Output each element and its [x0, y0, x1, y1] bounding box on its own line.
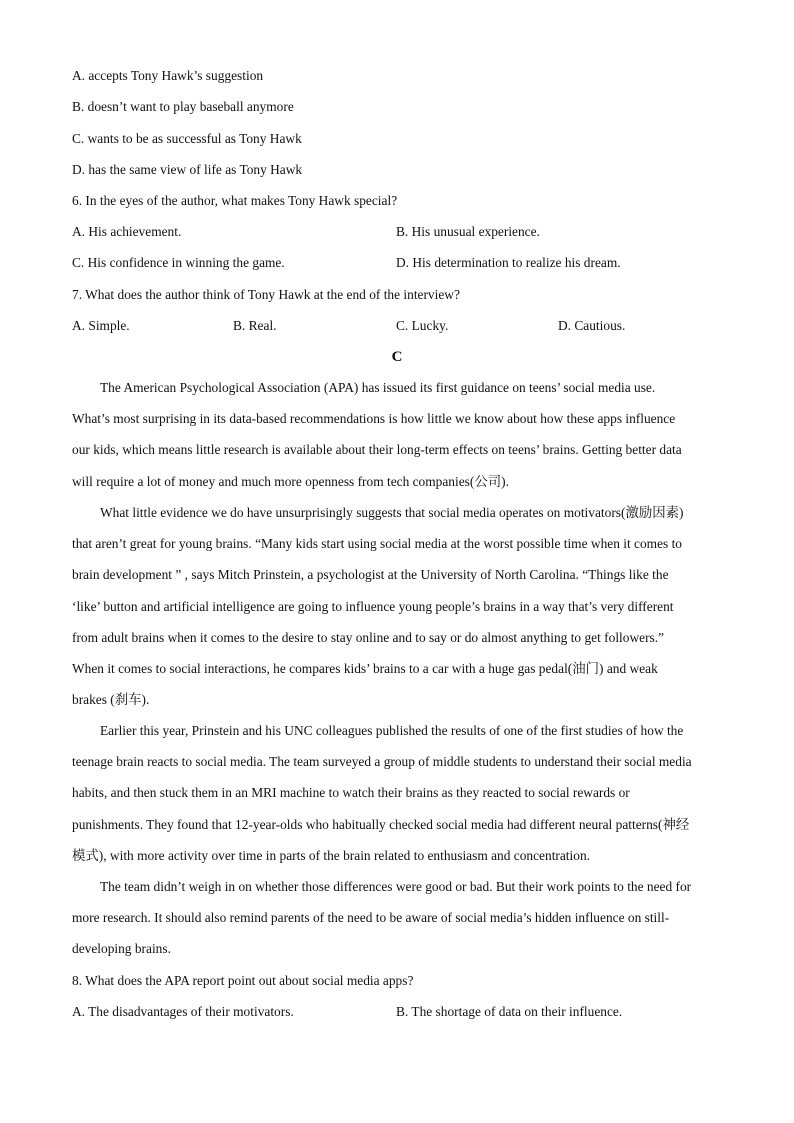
passage-line: brakes (刹车).	[72, 692, 150, 708]
q7-option-a: A. Simple.	[72, 318, 130, 333]
q5-option-d: D. has the same view of life as Tony Hawk	[72, 162, 303, 177]
q7-question: 7. What does the author think of Tony Hawk at the end of the interview?	[72, 287, 460, 302]
q8-option-a: A. The disadvantages of their motivators.	[72, 1004, 294, 1019]
passage-line: from adult brains when it comes to the desire to stay online and to say or do almost anything to get followers.”	[72, 629, 665, 645]
q6-option-a: A. His achievement.	[72, 224, 182, 239]
q6-option-c: C. His confidence in winning the game.	[72, 255, 285, 270]
passage-line: Earlier this year, Prinstein and his UNC colleagues published the results of one of the first studies of how the	[100, 723, 684, 738]
passage-line: habits, and then stuck them in an MRI machine to watch their brains as they reacted to social rewards or	[72, 785, 630, 801]
passage-line: more research. It should also remind parents of the need to be aware of social media’s hidden influence on still-	[72, 910, 670, 926]
q6-option-d: D. His determination to realize his dream.	[396, 255, 621, 270]
q5-option-c: C. wants to be as successful as Tony Hawk	[72, 131, 302, 146]
passage-line: brain development ” , says Mitch Prinstein, a psychologist at the University of North Carolina. “Things like the	[72, 567, 669, 583]
passage-line: When it comes to social interactions, he compares kids’ brains to a car with a huge gas pedal(油门) and weak	[72, 660, 658, 676]
q6-option-b: B. His unusual experience.	[396, 224, 540, 239]
passage-line: ‘like’ button and artificial intelligence are going to influence young people’s brains in a way that’s very different	[72, 598, 674, 614]
q8-option-b: B. The shortage of data on their influence.	[396, 1004, 623, 1019]
section-heading: C	[391, 349, 403, 365]
passage-line: 模式), with more activity over time in parts of the brain related to enthusiasm and concentration.	[72, 847, 590, 863]
passage-line: our kids, which means little research is available about their long-term effects on teens’ brains. Getting better data	[72, 442, 682, 458]
passage-line: punishments. They found that 12-year-olds who habitually checked social media had different neural patterns(神经	[72, 816, 690, 832]
passage-line: What’s most surprising in its data-based recommendations is how little we know about how these apps influence	[72, 411, 676, 427]
passage-line: developing brains.	[72, 941, 171, 957]
passage-line: will require a lot of money and much more openness from tech companies(公司).	[72, 473, 509, 489]
passage-paragraph-4	[72, 871, 720, 965]
q8-question: 8. What does the APA report point out about social media apps?	[72, 973, 414, 988]
q7-option-d: D. Cautious.	[558, 318, 626, 333]
passage-paragraph-1	[72, 372, 720, 497]
q7-option-c: C. Lucky.	[396, 318, 449, 333]
q5-option-b: B. doesn’t want to play baseball anymore	[72, 99, 294, 114]
passage-paragraph-2	[72, 497, 720, 715]
passage-paragraph-3	[72, 715, 720, 871]
q5-option-a: A. accepts Tony Hawk’s suggestion	[72, 68, 264, 83]
q7-option-b: B. Real.	[233, 318, 277, 333]
q6-question: 6. In the eyes of the author, what makes Tony Hawk special?	[72, 193, 398, 208]
passage-line: The American Psychological Association (APA) has issued its first guidance on teens’ social media use.	[100, 380, 656, 395]
passage-line: teenage brain reacts to social media. The team surveyed a group of middle students to understand their social media	[72, 754, 692, 770]
passage-line: What little evidence we do have unsurprisingly suggests that social media operates on motivators(激励因素)	[100, 505, 684, 520]
passage-line: that aren’t great for young brains. “Many kids start using social media at the worst possible time when it comes to	[72, 536, 683, 552]
passage-line: The team didn’t weigh in on whether those differences were good or bad. But their work points to the need for	[100, 879, 692, 894]
